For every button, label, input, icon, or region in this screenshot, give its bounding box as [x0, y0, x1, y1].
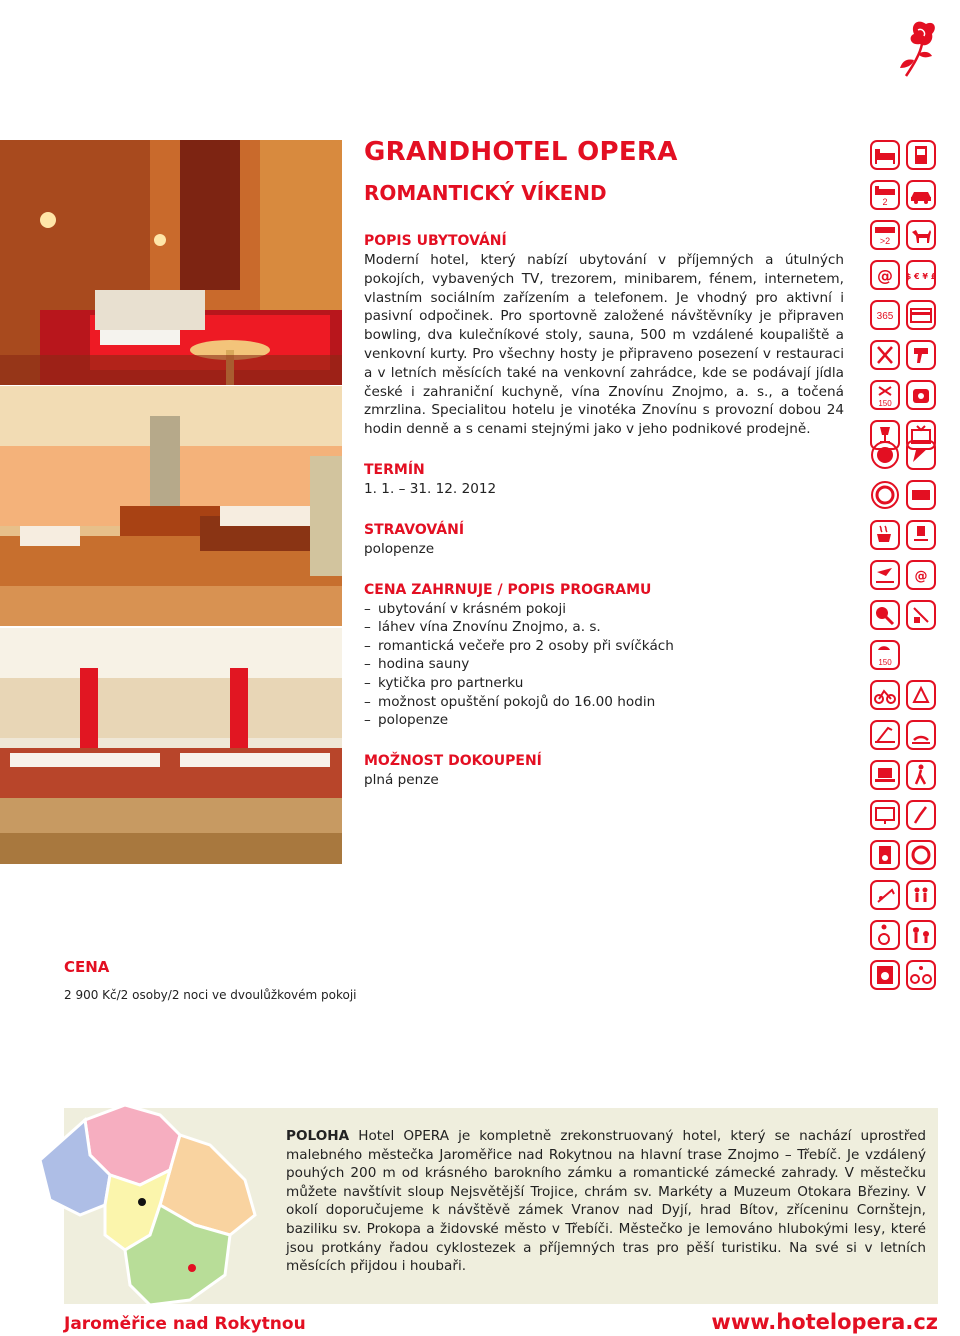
- svg-text:150: 150: [878, 658, 892, 667]
- offer-content: [364, 132, 844, 790]
- price-section: [64, 957, 357, 1003]
- package-name: ROMANTICKÝ VÍKEND: [364, 181, 607, 205]
- lifebuoy-icon: [906, 840, 936, 870]
- list-item: – láhev vína Znovínu Znojmo, a. s.: [364, 618, 844, 637]
- svg-text:2: 2: [882, 197, 888, 207]
- svg-text:@: @: [914, 569, 928, 584]
- washing-machine-icon: [870, 960, 900, 990]
- location-text-block: [286, 1127, 926, 1276]
- conference-icon: [870, 380, 900, 410]
- currency-exchange-icon: [906, 260, 936, 290]
- double-bed-icon: [870, 140, 900, 170]
- minibar-icon: [906, 480, 936, 510]
- list-item: – možnost opuštění pokojů do 16.00 hodin: [364, 693, 844, 712]
- laptop-icon: [870, 760, 900, 790]
- car-icon: [906, 180, 936, 210]
- location-title: POLOHA: [286, 1128, 350, 1144]
- extras-title: MOŽNOST DOKOUPENÍ: [364, 752, 542, 769]
- accessibility-icon: [870, 920, 900, 950]
- telephone-icon: [906, 380, 936, 410]
- list-item: – kytička pro partnerku: [364, 674, 844, 693]
- dog-icon: [906, 220, 936, 250]
- pool-icon: [870, 480, 900, 510]
- climbing-icon: [906, 800, 936, 830]
- billiards-icon: [906, 600, 936, 630]
- internet-room-icon: [906, 560, 936, 590]
- program-list: [364, 600, 844, 730]
- family-icon: [906, 920, 936, 950]
- extras-value: plná penze: [364, 771, 439, 788]
- bowling-icon: [870, 440, 900, 470]
- speaker-icon: [870, 840, 900, 870]
- multi-bed-icon: [870, 220, 900, 250]
- golf-icon: [870, 880, 900, 910]
- safe-icon: [906, 140, 936, 170]
- term-title: TERMÍN: [364, 461, 425, 478]
- satellite-icon: [906, 440, 936, 470]
- rose-logo-icon: [896, 14, 948, 80]
- website-link[interactable]: www.hotelopera.cz: [711, 1310, 938, 1334]
- hiking-icon: [906, 760, 936, 790]
- term-value: 1. 1. – 31. 12. 2012: [364, 480, 497, 497]
- fitness-icon: [906, 680, 936, 710]
- list-item: – polopenze: [364, 711, 844, 730]
- tennis-icon: [870, 600, 900, 630]
- credit-card-icon: [906, 300, 936, 330]
- wheelchair-access-icon: [906, 520, 936, 550]
- list-item: – hodina sauny: [364, 655, 844, 674]
- internet-at-icon: [870, 260, 900, 290]
- board-title: STRAVOVÁNÍ: [364, 521, 465, 538]
- hairdryer-icon: [906, 340, 936, 370]
- svg-text:$ € ¥ £: $ € ¥ £: [906, 272, 936, 281]
- svg-text:@: @: [877, 266, 893, 285]
- location-text: Hotel OPERA je kompletně zrekonstruovaný hotel, který se nachází uprostřed malebného městečka Jaroměřice nad Rokytnou na hlavní trase Znojmo – Třebíč. Je vzdálený pouhých 200 m od krásného barokního zámku a romantické zámecké zahrady. V městečku můžete navštívit sloup Nejsvětější Trojice, chrám sv. Markéty a Muzeum Otokara Březiny. V okolí doporučujeme k návštěvě zámek Vranov nad Dyjí, hrad Bítov, zříceninu Cornštejn, baziliku sv. Prokopa a židovské město v Třebíči. Městečko je lemováno hlubokými lesy, které jsou protkány řadou cyklostezek a příjemných tras pro pěší turistiku. Na své si v letních měsících přijdou i houbaři.: [286, 1128, 926, 1275]
- program-title: CENA ZAHRNUJE / POPIS PROGRAMU: [364, 581, 652, 598]
- kids-icon: [906, 880, 936, 910]
- garden-capacity-icon: [870, 640, 900, 670]
- price-value: 2 900 Kč/2 osoby/2 noci ve dvoulůžkovém pokoji: [64, 988, 357, 1002]
- sauna-icon: [906, 720, 936, 750]
- board-value: polopenze: [364, 540, 435, 557]
- bike-rental-icon: [906, 960, 936, 990]
- description-title: POPIS UBYTOVÁNÍ: [364, 233, 507, 249]
- dining-hall-photo: [0, 628, 342, 864]
- list-item: – ubytování v krásném pokoji: [364, 600, 844, 619]
- svg-text:>2: >2: [879, 236, 891, 246]
- list-item: – romantická večeře pro 2 osoby při svíčkách: [364, 637, 844, 656]
- cycling-icon: [870, 680, 900, 710]
- twin-bed-icon: [870, 180, 900, 210]
- region-map: [30, 1075, 266, 1325]
- beach-icon: [870, 560, 900, 590]
- svg-text:365: 365: [876, 311, 894, 322]
- svg-text:150: 150: [878, 399, 892, 408]
- fishing-icon: [870, 720, 900, 750]
- footer-town: Jaroměřice nad Rokytnou: [64, 1314, 306, 1334]
- projector-icon: [870, 800, 900, 830]
- restaurant-photo: [0, 386, 342, 626]
- restaurant-icon: [870, 340, 900, 370]
- hotel-room-photo: [0, 140, 342, 385]
- coffee-icon: [870, 520, 900, 550]
- hotel-name: GRANDHOTEL OPERA: [364, 137, 678, 167]
- year-round-icon: [870, 300, 900, 330]
- description-text: Moderní hotel, který nabízí ubytování v příjemných a útulných pokojích, vybavených TV, trezorem, minibarem, fénem, internetem, vlastním sociálním zařízením a telefonem. Je vhodný pro aktivní i pasivní odpočinek. Pro sportovně založené návštěvníky je připraven bowling, dva kulečníkové stoly, sauna, 500 m vzdálené koupaliště a venkovní kurty. Pro všechny hosty je připraveno posezení v restauraci a v letních měsících také na venkovní zahrádce, kde se podávají jídla české i zahraniční kuchyně, vína Znovínu Znojmo, a. s., a točená zmrzlina. Specialitou hotelu je vinotéka Znovínu s provozní dobou 24 hodin denně a s cenami stejnými jako v jeho podnikové prodejně.: [364, 252, 844, 438]
- price-title: CENA: [64, 958, 110, 976]
